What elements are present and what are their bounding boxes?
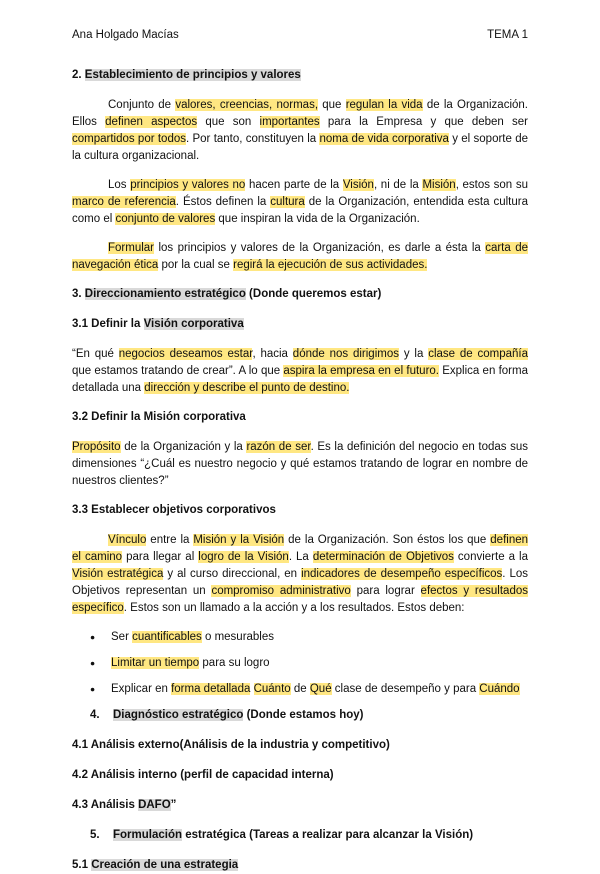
text-segment: . Éstos definen la bbox=[175, 196, 271, 208]
highlighted-text: regirá la ejecución de sus actividades. bbox=[233, 259, 428, 271]
text-segment: (Donde estamos hoy) bbox=[243, 709, 364, 721]
text-content bbox=[72, 859, 238, 871]
paragraph bbox=[72, 439, 528, 490]
text-segment: 3.2 Definir la Misión corporativa bbox=[72, 411, 246, 423]
text-segment: 4.1 Análisis externo(Análisis de la industria y competitivo) bbox=[72, 739, 390, 751]
text-segment: . Por tanto, constituyen la bbox=[186, 133, 320, 145]
highlighted-text: Cuánto bbox=[253, 683, 291, 695]
text-segment: , ni de la bbox=[373, 179, 423, 191]
text-segment: de la Organización. Son éstos los que bbox=[284, 534, 491, 546]
highlighted-text: Limitar un tiempo bbox=[111, 657, 200, 669]
text-segment: ” bbox=[170, 799, 177, 811]
text-segment: (Donde queremos estar) bbox=[245, 288, 382, 300]
highlighted-text: Direccionamiento estratégico bbox=[84, 288, 246, 300]
text-segment: , estos son su bbox=[455, 179, 528, 191]
text-segment: 4.3 Análisis bbox=[72, 799, 139, 811]
highlighted-text: Creación de una estrategia bbox=[91, 859, 239, 871]
text-segment: que bbox=[318, 99, 346, 111]
topic-label: TEMA 1 bbox=[487, 29, 528, 41]
highlighted-text: definen aspectos bbox=[105, 116, 198, 128]
highlighted-text: Cuándo bbox=[479, 683, 520, 695]
highlighted-text: carta de navegación ética bbox=[72, 242, 528, 271]
text-content bbox=[72, 69, 301, 81]
text-segment: , hacia bbox=[252, 348, 293, 360]
highlighted-text: Qué bbox=[309, 683, 332, 695]
text-segment: Los bbox=[108, 179, 131, 191]
text-segment: de la Organización, entendida esta cultura como el bbox=[72, 196, 528, 225]
bullet-icon: ● bbox=[90, 658, 96, 668]
highlighted-text: indicadores de desempeño específicos bbox=[301, 568, 503, 580]
highlighted-text: Diagnóstico estratégico bbox=[113, 709, 244, 721]
highlighted-text: logro de la Visión bbox=[198, 551, 289, 563]
highlighted-text: valores, creencias, normas, bbox=[175, 99, 319, 111]
highlighted-text: regulan la vida bbox=[345, 99, 423, 111]
section-heading bbox=[72, 827, 528, 844]
highlighted-text: Establecimiento de principios y valores bbox=[84, 69, 301, 81]
text-segment: para lograr bbox=[350, 585, 421, 597]
text-content bbox=[72, 348, 528, 394]
highlighted-text: DAFO bbox=[138, 799, 171, 811]
text-segment: Explica en forma detallada una bbox=[72, 365, 528, 394]
paragraph bbox=[72, 532, 528, 617]
text-segment: que son bbox=[197, 116, 260, 128]
text-segment: clase de desempeño y para bbox=[331, 683, 480, 695]
highlighted-text: Visión bbox=[342, 179, 374, 191]
text-content bbox=[72, 504, 276, 516]
text-content bbox=[72, 534, 528, 614]
text-segment: . La bbox=[288, 551, 313, 563]
text-segment: 3.1 Definir la bbox=[72, 318, 144, 330]
text-segment: de bbox=[290, 683, 310, 695]
text-content bbox=[72, 769, 334, 781]
paragraph bbox=[72, 240, 528, 274]
text-segment: de la Organización y la bbox=[120, 441, 247, 453]
text-segment: . Es la definición del negocio en todas sus dimensiones “¿Cuál es nuestro negocio y qué estamos tratando de lograr en nombre de nuestros clientes?” bbox=[72, 441, 529, 487]
text-segment: Ser bbox=[111, 631, 133, 643]
text-content bbox=[72, 411, 246, 423]
text-segment: convierte a la bbox=[453, 551, 529, 563]
highlighted-text: aspira la empresa en el futuro. bbox=[283, 365, 439, 377]
highlighted-text: compartidos por todos bbox=[72, 133, 186, 145]
text-segment: que estamos tratando de crear”. A lo que bbox=[72, 365, 284, 377]
highlighted-text: conjunto de valores bbox=[115, 213, 216, 225]
text-segment: “En qué bbox=[72, 348, 119, 360]
text-content bbox=[72, 288, 381, 300]
list-number: 5. bbox=[90, 829, 100, 841]
text-content bbox=[111, 629, 274, 646]
text-segment: 3.3 Establecer objetivos corporativos bbox=[72, 504, 276, 516]
section-heading bbox=[72, 767, 528, 784]
paragraph bbox=[72, 346, 528, 397]
bullet-icon: ● bbox=[90, 632, 96, 642]
text-segment: de la Organización. Ellos bbox=[72, 99, 528, 128]
bullet-item bbox=[90, 681, 528, 698]
text-content bbox=[113, 709, 364, 721]
highlighted-text: efectos y resultados específico bbox=[72, 585, 528, 614]
highlighted-text: Formular bbox=[108, 242, 155, 254]
text-segment: los principios y valores de la Organización, es darle a ésta la bbox=[154, 242, 486, 254]
highlighted-text: noma de vida corporativa bbox=[319, 133, 449, 145]
highlighted-text: compromiso administrativo bbox=[211, 585, 351, 597]
text-segment: y el soporte de la cultura organizacional. bbox=[72, 133, 528, 162]
text-content bbox=[72, 739, 390, 751]
bullet-item bbox=[90, 629, 528, 646]
text-segment: que inspiran la vida de la Organización. bbox=[215, 213, 420, 225]
text-segment: para llegar al bbox=[122, 551, 199, 563]
highlighted-text: Visión corporativa bbox=[143, 318, 244, 330]
text-segment: y la bbox=[399, 348, 429, 360]
highlighted-text: dirección y describe el punto de destino. bbox=[144, 382, 350, 394]
text-content bbox=[113, 829, 473, 841]
text-content bbox=[72, 179, 528, 225]
author-name: Ana Holgado Macías bbox=[72, 29, 179, 41]
highlighted-text: Visión estratégica bbox=[72, 568, 164, 580]
paragraph bbox=[72, 177, 528, 228]
paragraph bbox=[72, 97, 528, 165]
section-heading bbox=[72, 502, 528, 519]
section-heading bbox=[72, 409, 528, 426]
highlighted-text: Formulación bbox=[113, 829, 183, 841]
section-heading bbox=[72, 707, 528, 724]
highlighted-text: cultura bbox=[270, 196, 305, 208]
highlighted-text: forma detallada bbox=[171, 683, 251, 695]
highlighted-text: Misión y la Visión bbox=[193, 534, 285, 546]
highlighted-text: Vínculo bbox=[108, 534, 147, 546]
text-segment: . Los Objetivos representan un bbox=[72, 568, 529, 597]
list-number: 4. bbox=[90, 709, 100, 721]
highlighted-text: Propósito bbox=[72, 441, 121, 453]
text-segment: 4.2 Análisis interno (perfil de capacidad interna) bbox=[72, 769, 334, 781]
text-content bbox=[111, 655, 270, 672]
text-segment: Explicar en bbox=[111, 683, 172, 695]
section-heading bbox=[72, 857, 528, 874]
text-segment: y al curso direccional, en bbox=[163, 568, 302, 580]
text-segment: o mesurables bbox=[201, 631, 275, 643]
document-body bbox=[72, 67, 528, 874]
text-segment: estratégica (Tareas a realizar para alcanzar la Visión) bbox=[182, 829, 474, 841]
section-heading bbox=[72, 737, 528, 754]
text-content bbox=[111, 681, 520, 698]
highlighted-text: razón de ser bbox=[246, 441, 311, 453]
section-heading bbox=[72, 286, 528, 303]
highlighted-text: Misión bbox=[422, 179, 456, 191]
text-segment: por la cual se bbox=[158, 259, 234, 271]
highlighted-text: clase de compañía bbox=[428, 348, 529, 360]
bullet-item bbox=[90, 655, 528, 672]
text-segment: 3. bbox=[72, 288, 85, 300]
highlighted-text: dónde nos dirigimos bbox=[292, 348, 399, 360]
highlighted-text: cuantificables bbox=[132, 631, 202, 643]
text-segment: para su logro bbox=[199, 657, 270, 669]
page-header bbox=[72, 28, 528, 43]
text-content bbox=[72, 99, 528, 162]
bullet-icon: ● bbox=[90, 684, 96, 694]
highlighted-text: determinación de Objetivos bbox=[312, 551, 454, 563]
highlighted-text: principios y valores no bbox=[130, 179, 246, 191]
section-heading bbox=[72, 316, 528, 333]
text-segment: . Estos son un llamado a la acción y a los resultados. Estos deben: bbox=[123, 602, 465, 614]
text-segment: para la Empresa y que deben ser bbox=[319, 116, 529, 128]
text-segment: Conjunto de bbox=[108, 99, 176, 111]
text-content bbox=[72, 318, 244, 330]
highlighted-text: negocios deseamos estar bbox=[118, 348, 253, 360]
text-content bbox=[72, 242, 528, 271]
text-segment: hacen parte de la bbox=[245, 179, 343, 191]
section-heading bbox=[72, 797, 528, 814]
text-segment: entre la bbox=[146, 534, 194, 546]
text-segment: 5.1 bbox=[72, 859, 92, 871]
highlighted-text: marco de referencia bbox=[72, 196, 176, 208]
highlighted-text: importantes bbox=[259, 116, 320, 128]
text-segment: 2. bbox=[72, 69, 85, 81]
section-heading bbox=[72, 67, 528, 84]
text-content bbox=[72, 441, 528, 487]
text-content bbox=[72, 799, 176, 811]
highlighted-text: definen el camino bbox=[72, 534, 529, 563]
